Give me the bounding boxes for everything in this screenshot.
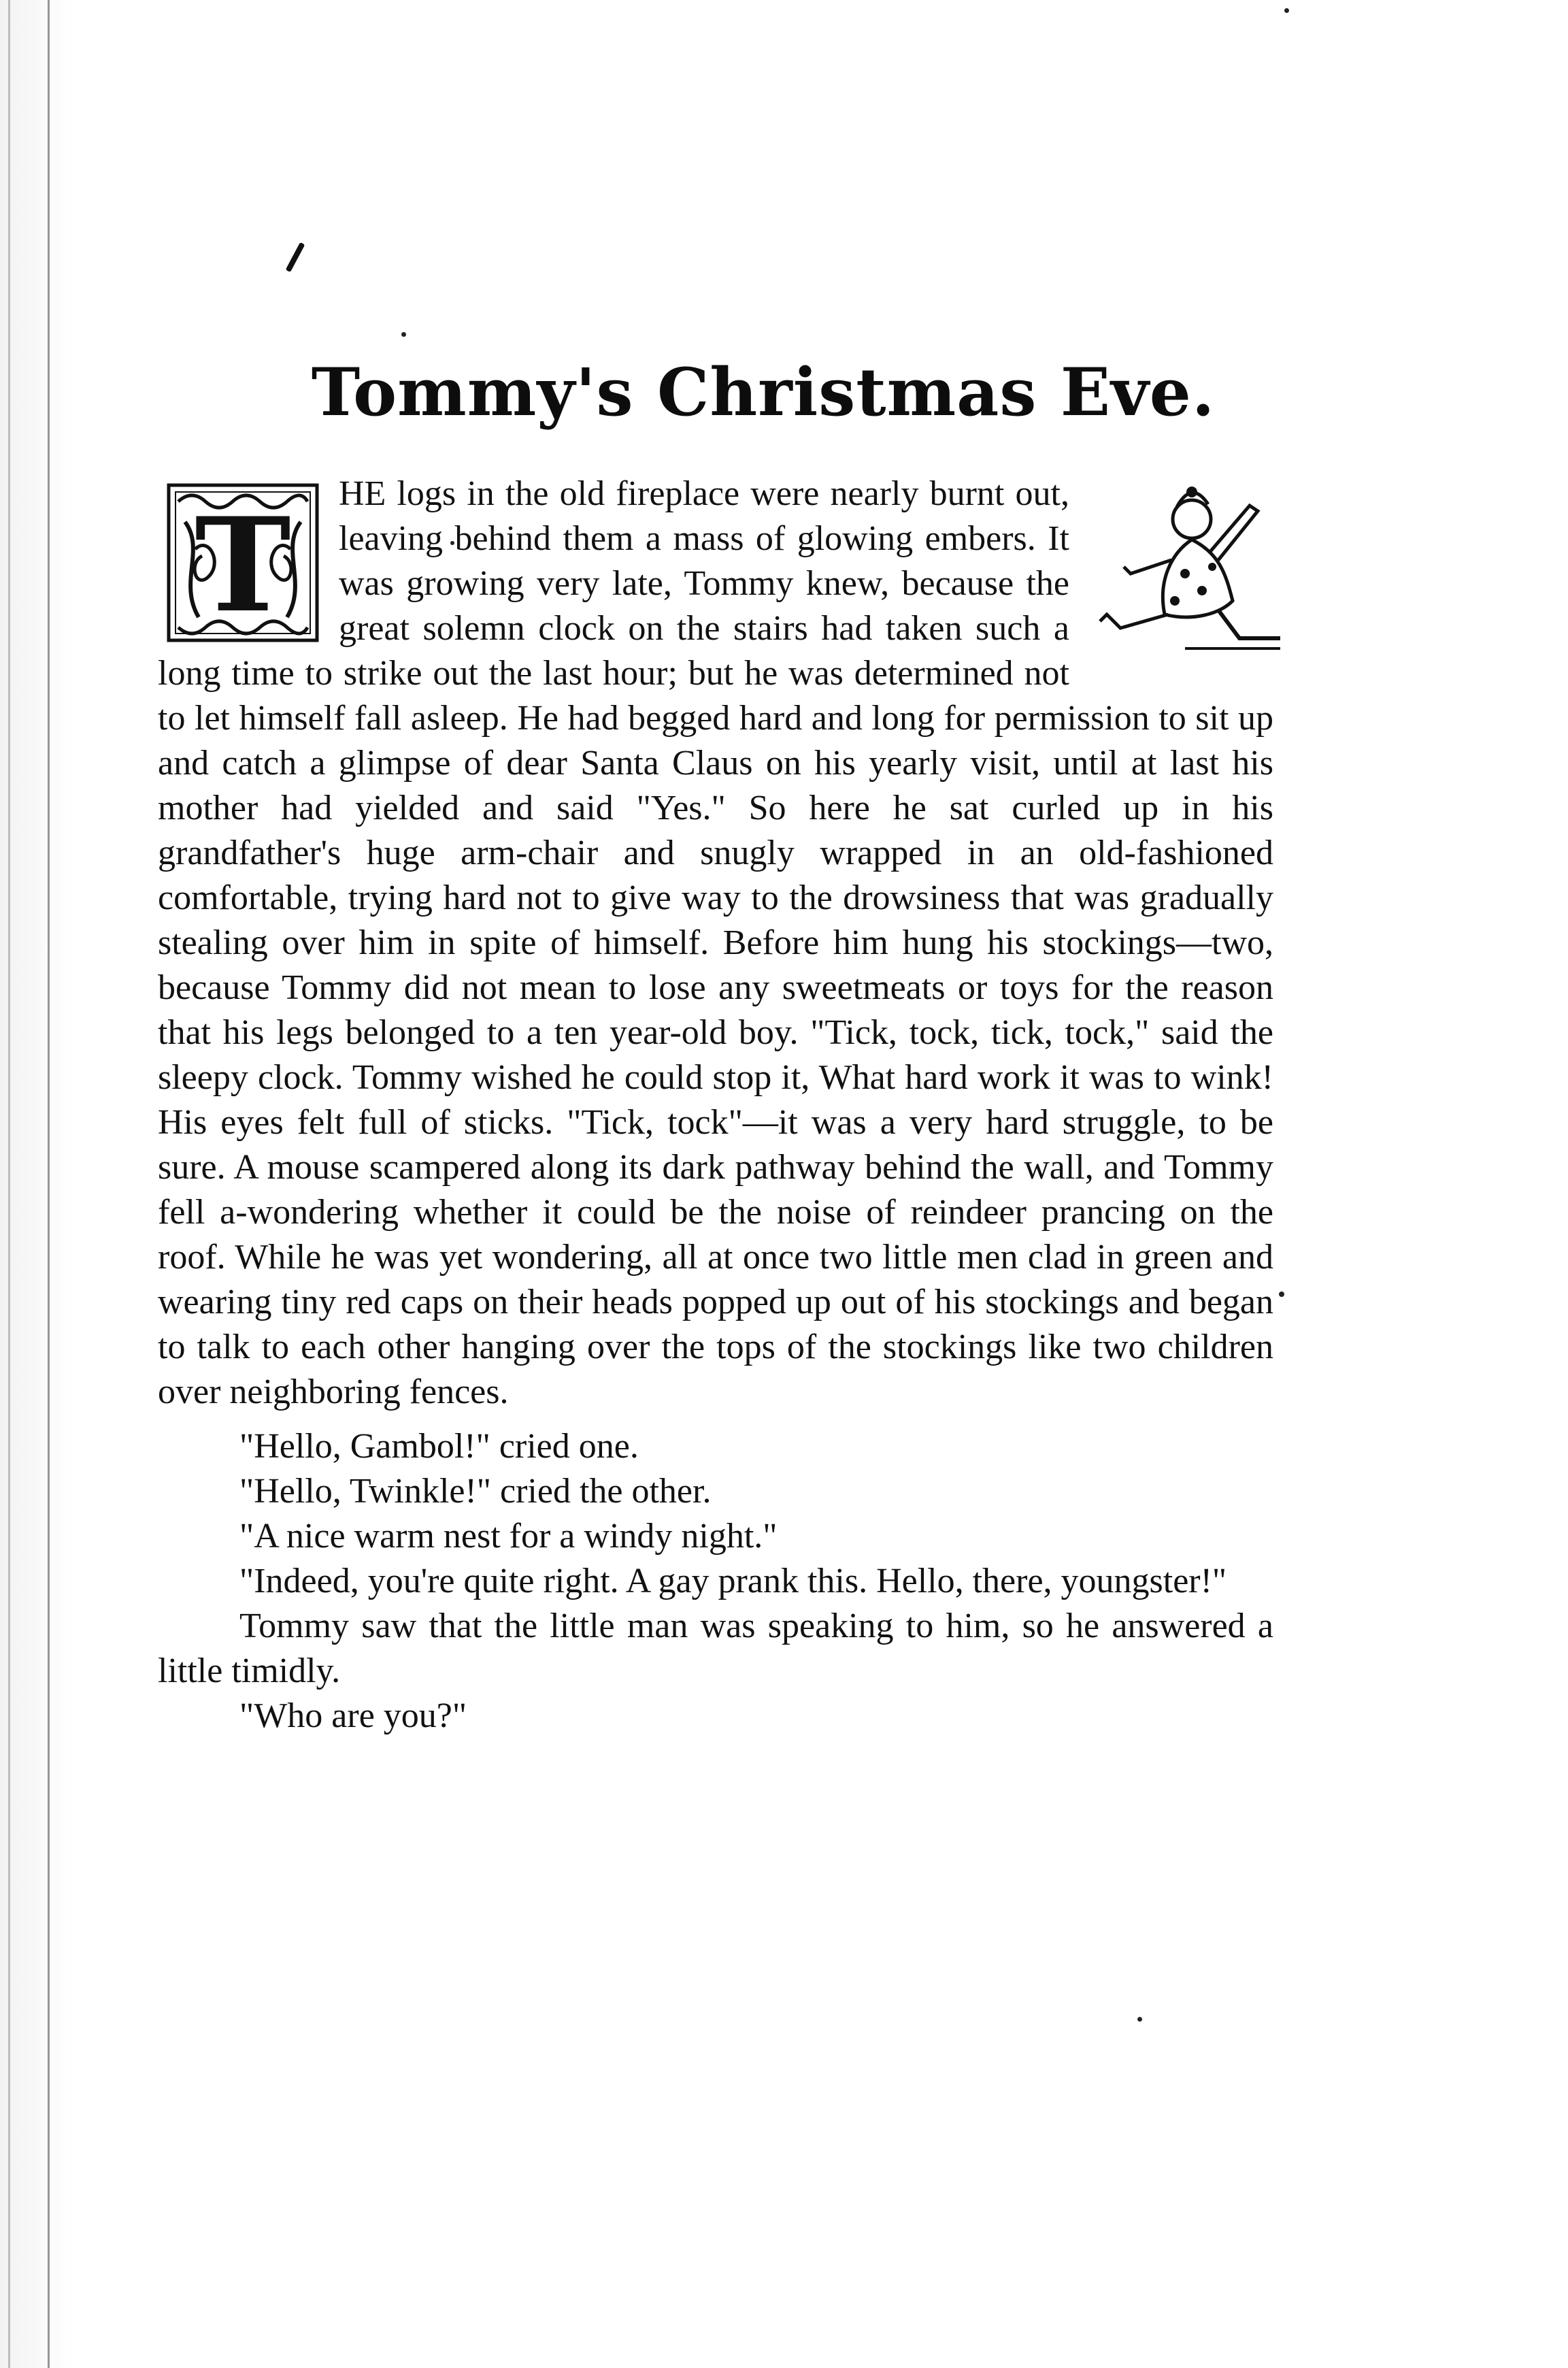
- ink-speck: [1137, 2017, 1142, 2022]
- page-content: [158, 354, 1273, 1739]
- dialogue-line: "A nice warm nest for a windy night.": [239, 1517, 778, 1556]
- ink-speck: [1284, 8, 1289, 13]
- binding-line: [8, 0, 10, 2368]
- opening-paragraph: [158, 472, 1273, 1415]
- dialogue-line: Tommy saw that the little man was speaking to him, so he answered a little timidly.: [158, 1607, 1273, 1690]
- drop-cap-letter: T: [195, 489, 291, 641]
- opening-paragraph-text: HE logs in the old fireplace were nearly burnt out, leaving behind them a mass of glowing embers. It was growing very late, Tommy knew, because the great solemn clock on the stairs had taken such a long time to strike out the last hour; but he was determined not to let himself fall asleep. He had begged hard and long for permission to sit up and catch a glimpse of dear Santa Claus on his yearly visit, until at last his mother had yielded and said "Yes." So here he sat curled up in his grandfather's huge arm-chair and snugly wrapped in an old-fashioned comfortable, trying hard not to give way to the drowsiness that was gradually stealing over him in spite of himself. Before him hung his stockings—two, because Tommy did not mean to lose any sweetmeats or toys for the reason that his legs belonged to a ten year-old boy. "Tick, tock, tick, tock," said the sleepy clock. Tommy wished he could stop it, What hard work it was to wink! His eyes felt full of sticks. "Tick, tock"—it was a very hard struggle, to be sure. A mouse scampered along its dark pathway behind the wall, and Tommy fell a-wondering whether it could be the noise of reindeer prancing on the roof. While he was yet wondering, all at once two little men clad in green and wearing tiny red caps on their heads popped up out of his stockings and began to talk to each other hanging over the tops of the stockings like two children over neighboring fences.: [158, 474, 1273, 1411]
- running-elf-illustration: [1090, 478, 1287, 662]
- ink-speck: [1279, 1292, 1284, 1297]
- dialogue-line: "Hello, Gambol!" cried one.: [239, 1427, 639, 1466]
- pencil-mark: [286, 242, 305, 272]
- dialogue-line: "Who are you?": [239, 1696, 467, 1735]
- binding-edge: [0, 0, 75, 2368]
- binding-line: [48, 0, 50, 2368]
- page-title: Tommy's Christmas Eve.: [311, 354, 1216, 431]
- ornate-drop-cap: [165, 481, 321, 644]
- dialogue-block: [158, 1424, 1273, 1739]
- dialogue-line: "Indeed, you're quite right. A gay prank this. Hello, there, youngster!": [239, 1562, 1227, 1600]
- dialogue-line: "Hello, Twinkle!" cried the other.: [239, 1472, 712, 1511]
- ink-speck: [401, 332, 406, 337]
